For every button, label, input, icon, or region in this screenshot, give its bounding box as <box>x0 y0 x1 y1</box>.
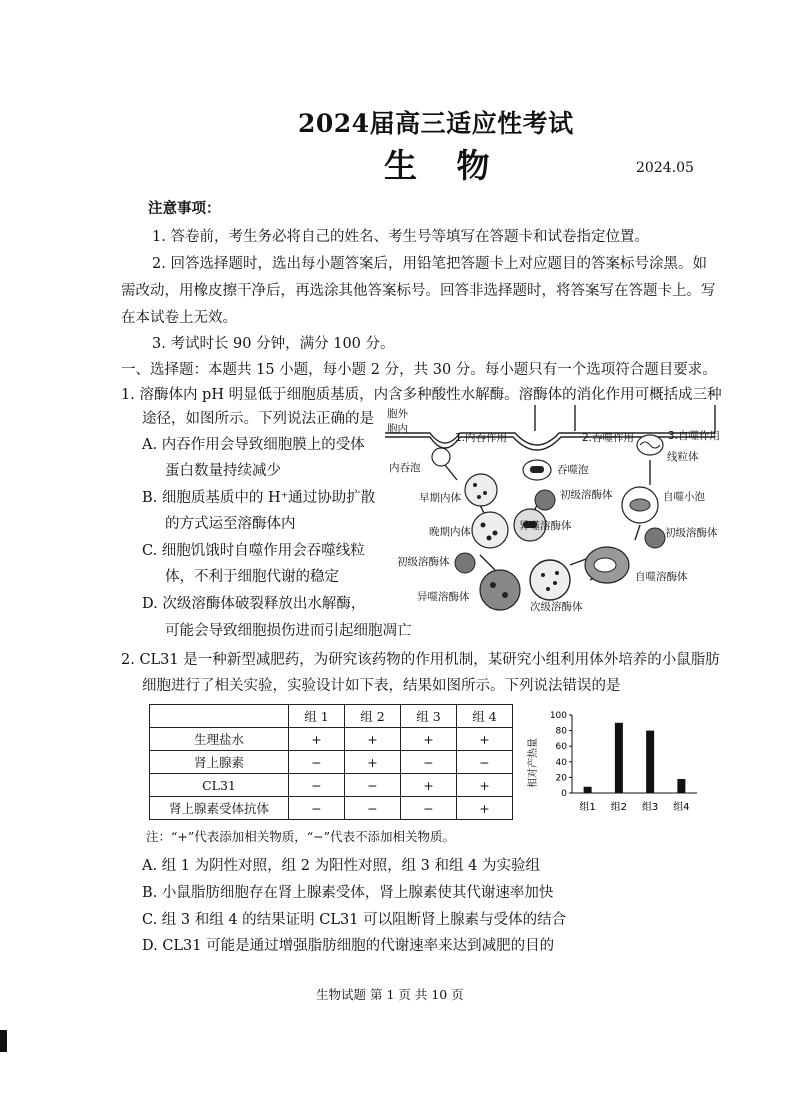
phagosome <box>523 460 551 480</box>
label-early-endosome: 早期内体 <box>419 492 461 504</box>
label-phagosome: 吞噬泡 <box>557 464 589 476</box>
table-header: 组 1 <box>289 705 345 728</box>
table-row <box>150 751 513 774</box>
table-cell: − <box>401 797 457 820</box>
chart-bar-4 <box>677 779 685 793</box>
notice-item-2-cont: 需改动，用橡皮擦干净后，再选涂其他答案标号。回答非选择题时，将答案写在答题卡上。写 <box>121 283 716 299</box>
q1-stem-1: 1. 溶酶体内 pH 明显低于细胞质基质，内含多种酸性水解酶。溶酶体的消化作用可概括成三种 <box>121 387 722 403</box>
table-cell: − <box>345 797 401 820</box>
q1-stem-2: 途径，如图所示。下列说法正确的是 <box>142 411 374 427</box>
lysosome-diagram <box>385 405 785 620</box>
primary-lysosome-1 <box>535 490 555 510</box>
table-cell: − <box>289 774 345 797</box>
chart-y-tick-label: 40 <box>555 757 567 768</box>
table-cell <box>150 705 289 728</box>
table-cell: 肾上腺素 <box>150 751 289 774</box>
label-heterophagic-lysosome-2: 异噬溶酶体 <box>417 591 470 603</box>
notice-item-2: 2. 回答选择题时，选出每小题答案后，用铅笔把答题卡上对应题目的答案标号涂黑。如 <box>152 256 707 272</box>
label-heterophagic-lysosome-1: 异噬溶酶体 <box>519 520 572 532</box>
table-cell: + <box>401 774 457 797</box>
mitochondrion <box>637 435 663 455</box>
label-primary-lysosome-3: 初级溶酶体 <box>665 527 718 539</box>
chart-y-axis-label: 相对产热量 <box>528 738 539 788</box>
table-cell: − <box>289 751 345 774</box>
label-autophagic-vesicle: 自噬小泡 <box>663 491 705 503</box>
table-cell: − <box>457 751 513 774</box>
subject-title: 生 物 <box>384 146 504 185</box>
chart-y-tick-label: 60 <box>555 742 567 753</box>
scan-mark <box>0 1030 7 1052</box>
label-inside: 胞内 <box>387 423 408 435</box>
table-cell: − <box>345 774 401 797</box>
section-heading: 一、选择题：本题共 15 小题，每小题 2 分，共 30 分。每小题只有一个选项符合题目要求。 <box>121 362 717 378</box>
label-mitochondrion: 线粒体 <box>667 451 699 463</box>
chart-x-label: 组3 <box>641 802 659 813</box>
exam-date: 2024.05 <box>636 160 694 176</box>
notice-item-2-cont2: 在本试卷上无效。 <box>121 310 237 326</box>
table-cell: + <box>401 728 457 751</box>
label-path-1: 1.内吞作用 <box>455 432 508 444</box>
q1-option-b-cont: 的方式运至溶酶体内 <box>165 516 296 532</box>
table-row <box>150 705 513 728</box>
primary-lysosome-3 <box>645 528 665 548</box>
late-endosome <box>472 512 508 548</box>
chart-bar-1 <box>584 787 592 793</box>
label-primary-lysosome-2: 初级溶酶体 <box>397 556 450 568</box>
chart-y-tick-label: 0 <box>561 789 567 799</box>
label-primary-lysosome-1: 初级溶酶体 <box>560 489 613 501</box>
table-cell: + <box>457 774 513 797</box>
table-cell: 生理盐水 <box>150 728 289 751</box>
table-cell: + <box>289 728 345 751</box>
q2-option-c: C. 组 3 和组 4 的结果证明 CL31 可以阻断肾上腺素与受体的结合 <box>142 912 567 928</box>
table-cell: + <box>457 797 513 820</box>
primary-lysosome-2 <box>455 553 475 573</box>
q2-option-a: A. 组 1 为阴性对照，组 2 为阳性对照，组 3 和组 4 为实验组 <box>142 858 540 874</box>
label-late-endosome: 晚期内体 <box>429 526 471 538</box>
q2-stem-1: 2. CL31 是一种新型减肥药，为研究该药物的作用机制，某研究小组利用体外培养的小鼠脂肪 <box>121 652 720 668</box>
notice-heading: 注意事项： <box>148 200 221 217</box>
heterophagic-lysosome-2 <box>480 570 520 610</box>
table-row <box>150 728 513 751</box>
table-cell: 肾上腺素受体抗体 <box>150 797 289 820</box>
q2-table-note: 注：“+”代表添加相关物质，“−”代表不添加相关物质。 <box>146 829 456 844</box>
chart-y-tick-label: 80 <box>555 726 567 737</box>
notice-item-1: 1. 答卷前，考生务必将自己的姓名、考生号等填写在答题卡和试卷指定位置。 <box>152 229 649 245</box>
notice-item-3: 3. 考试时长 90 分钟，满分 100 分。 <box>152 336 395 352</box>
table-row <box>150 774 513 797</box>
label-path-3: 3.自噬作用 <box>668 430 721 442</box>
label-outside: 胞外 <box>387 408 408 420</box>
table-cell: + <box>345 751 401 774</box>
heat-production-chart <box>520 706 710 821</box>
chart-bar-2 <box>615 723 623 793</box>
label-secondary-lysosome: 次级溶酶体 <box>530 601 583 613</box>
table-header: 组 4 <box>457 705 513 728</box>
q1-option-c-cont: 体，不利于细胞代谢的稳定 <box>165 569 339 585</box>
chart-x-label: 组4 <box>673 802 690 813</box>
q2-option-b: B. 小鼠脂肪细胞存在肾上腺素受体，肾上腺素使其代谢速率加快 <box>142 885 554 901</box>
chart-y-tick-label: 100 <box>549 711 567 721</box>
chart-y-tick-label: 20 <box>555 773 567 784</box>
table-cell: + <box>345 728 401 751</box>
table-cell: − <box>401 751 457 774</box>
table-cell: + <box>457 728 513 751</box>
secondary-lysosome <box>530 560 570 600</box>
table-row <box>150 797 513 820</box>
table-header: 组 3 <box>401 705 457 728</box>
exam-title: 2024届高三适应性考试 <box>298 109 574 138</box>
q2-option-d: D. CL31 可能是通过增强脂肪细胞的代谢速率来达到减肥的目的 <box>142 938 555 954</box>
table-header: 组 2 <box>345 705 401 728</box>
autophagic-vesicle <box>622 487 658 523</box>
q1-option-d-cont: 可能会导致细胞损伤进而引起细胞凋亡 <box>165 623 412 639</box>
chart-x-label: 组1 <box>579 802 596 813</box>
table-cell: − <box>289 797 345 820</box>
q1-option-c: C. 细胞饥饿时自噬作用会吞噬线粒 <box>142 543 365 559</box>
autophagic-lysosome <box>585 547 629 583</box>
q1-option-a-cont: 蛋白数量持续减少 <box>165 463 281 479</box>
label-endocytic-vesicle: 内吞泡 <box>389 462 421 474</box>
q1-option-d: D. 次级溶酶体破裂释放出水解酶， <box>142 596 366 612</box>
page-footer: 生物试题 第 1 页 共 10 页 <box>316 987 464 1002</box>
table-cell: CL31 <box>150 774 289 797</box>
label-autophagic-lysosome: 自噬溶酶体 <box>635 571 688 583</box>
label-path-2: 2.吞噬作用 <box>582 432 635 444</box>
q1-option-a: A. 内吞作用会导致细胞膜上的受体 <box>142 437 365 453</box>
chart-x-label: 组2 <box>610 802 628 813</box>
q1-option-b: B. 细胞质基质中的 H⁺通过协助扩散 <box>142 490 376 506</box>
experiment-table <box>149 704 513 820</box>
chart-bar-3 <box>646 731 654 793</box>
q2-stem-2: 细胞进行了相关实验，实验设计如下表，结果如图所示。下列说法错误的是 <box>142 678 621 694</box>
